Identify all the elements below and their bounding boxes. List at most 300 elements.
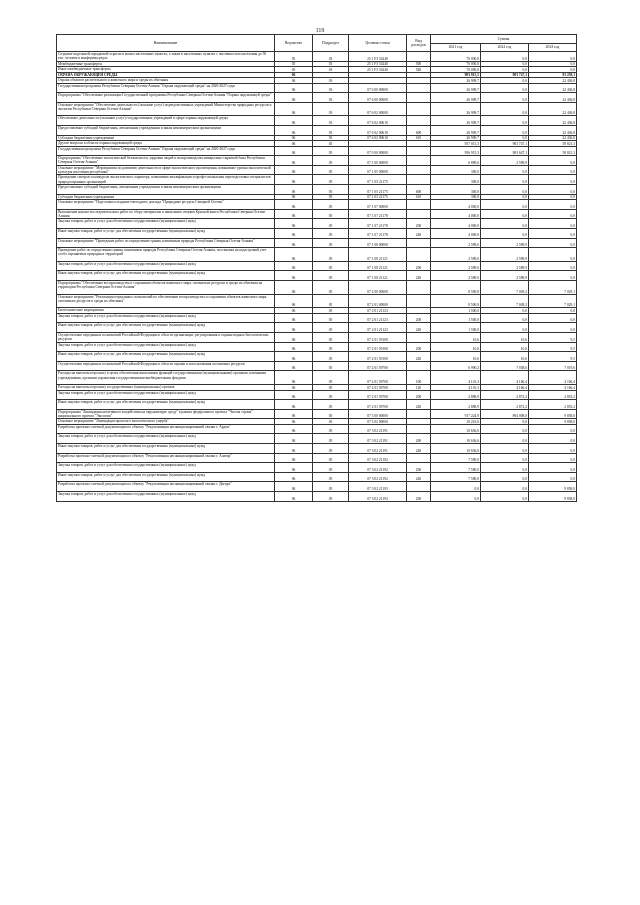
cell-v: 06 xyxy=(275,424,313,434)
cell-s3: 0,0 xyxy=(529,472,577,482)
cell-vr: 600 xyxy=(407,185,431,195)
cell-s2: 0,0 xyxy=(481,185,529,195)
cell-vr xyxy=(407,156,431,166)
cell-name: Закупка товаров, работ и услуг для обеспечения государственных (муниципальных) нужд xyxy=(57,390,275,400)
cell-s2: 903 747,1 xyxy=(481,141,529,147)
cell-s3: 9 858,0 xyxy=(529,419,577,425)
cell-s2: 0,0 xyxy=(481,200,529,210)
cell-r: 05 xyxy=(313,434,349,444)
cell-v: 06 xyxy=(275,83,313,93)
cell-s2: 0,0 xyxy=(481,219,529,229)
cell-r: 05 xyxy=(313,482,349,492)
cell-vr xyxy=(407,333,431,343)
cell-s2: 903 747,1 xyxy=(481,72,529,78)
cell-cs: 07 2 00 00000 xyxy=(349,280,407,294)
table-row xyxy=(57,342,577,352)
cell-v: 06 xyxy=(275,78,313,84)
cell-vr xyxy=(407,83,431,93)
cell-name: Разработка проектно-сметной документации по объекту "Рекультивация несанкционированной свалки г. Дигора" xyxy=(57,482,275,492)
cell-vr xyxy=(407,116,431,126)
cell-vr: 500 xyxy=(407,61,431,67)
budget-table xyxy=(56,34,577,502)
cell-vr: 200 xyxy=(407,342,431,352)
cell-s2: 0,0 xyxy=(481,492,529,502)
table-row xyxy=(57,52,577,62)
table-row xyxy=(57,165,577,175)
cell-cs: 07 1 08 21121 xyxy=(349,248,407,262)
cell-s2: 2 589,9 xyxy=(481,248,529,262)
cell-s3: 9,5 xyxy=(529,333,577,343)
cell-r: 05 xyxy=(313,308,349,314)
cell-s3: 0,0 xyxy=(529,52,577,62)
cell-s3: 0,0 xyxy=(529,261,577,271)
cell-s3: 0,0 xyxy=(529,61,577,67)
cell-s3: 0,0 xyxy=(529,228,577,238)
cell-s3: 0,0 xyxy=(529,323,577,333)
cell-name: Государственная программа Республики Северная Осетия-Алания "Охрана окружающей среды" на 2020-2027 годы xyxy=(57,83,275,93)
cell-s3: 58 821,3 xyxy=(529,146,577,156)
cell-s3: 22 436,8 xyxy=(529,102,577,116)
cell-name: Подпрограмма "Обеспечение реализации Государственной программы Республики Северная Осетия-Алания "Охрана окружающей среды" xyxy=(57,93,275,103)
cell-name: Закупка товаров, работ и услуг для обеспечения государственных (муниципальных) нужд xyxy=(57,219,275,229)
cell-v: 06 xyxy=(275,165,313,175)
cell-s3: 0,0 xyxy=(529,271,577,281)
cell-s1: 7 580,0 xyxy=(431,453,481,463)
cell-s2: 903 647,1 xyxy=(481,146,529,156)
cell-r: 05 xyxy=(313,200,349,210)
table-row xyxy=(57,371,577,385)
cell-name: Основное мероприятие "Реализация переданных полномочий по обеспечению воспроизводства и сохранения объектов животного мира, охотничьих ресурсов и среды их обитания" xyxy=(57,294,275,308)
cell-cs: 07 1 08 21121 xyxy=(349,261,407,271)
cell-s3: 0,0 xyxy=(529,67,577,73)
cell-v: 06 xyxy=(275,308,313,314)
cell-s2: 0,0 xyxy=(481,453,529,463)
cell-vr xyxy=(407,409,431,419)
cell-s3: 22 436,8 xyxy=(529,116,577,126)
cell-s3: 0,0 xyxy=(529,219,577,229)
cell-vr xyxy=(407,294,431,308)
cell-s2: 2 872,2 xyxy=(481,390,529,400)
cell-name: Предоставление субсидий бюджетным, автономным учреждениям и иным некоммерческим организациям xyxy=(57,126,275,136)
cell-s1: 7 580,0 xyxy=(431,463,481,473)
cell-name: Иные межбюджетные трансферты xyxy=(57,67,275,73)
cell-s1: 917 224,9 xyxy=(431,409,481,419)
header-vedomstvo: Ведомство xyxy=(275,35,313,52)
cell-name: ОХРАНА ОКРУЖАЮЩЕЙ СРЕДЫ xyxy=(57,72,275,78)
cell-r: 05 xyxy=(313,385,349,391)
cell-v: 06 xyxy=(275,409,313,419)
cell-s2: 0,0 xyxy=(481,102,529,116)
header-sums: Суммы xyxy=(431,35,577,44)
table-row xyxy=(57,444,577,454)
cell-cs: 07 2 01 59100 xyxy=(349,352,407,362)
cell-s2: 4 166,4 xyxy=(481,371,529,385)
cell-r: 05 xyxy=(313,271,349,281)
cell-s1: 2 589,6 xyxy=(431,248,481,262)
cell-s2: 0,0 xyxy=(481,67,529,73)
cell-s3: 0,0 xyxy=(529,313,577,323)
table-row xyxy=(57,146,577,156)
cell-name: Основное мероприятие "Подготовка и издание ежегодного доклада "Природные ресурсы Северной Осетии" xyxy=(57,200,275,210)
cell-s1: 70 000,0 xyxy=(431,61,481,67)
cell-v: 06 xyxy=(275,194,313,200)
cell-r: 05 xyxy=(313,390,349,400)
cell-v: 06 xyxy=(275,156,313,166)
cell-vr xyxy=(407,175,431,185)
cell-s1: 300,0 xyxy=(431,185,481,195)
header-cs: Целевая статья xyxy=(349,35,407,52)
cell-vr: 240 xyxy=(407,472,431,482)
cell-s2: 0,0 xyxy=(481,228,529,238)
table-row xyxy=(57,453,577,463)
cell-r: 05 xyxy=(313,472,349,482)
cell-r: 05 xyxy=(313,219,349,229)
cell-r: 05 xyxy=(313,294,349,308)
cell-name: Иные закупки товаров, работ и услуг для обеспечения государственных (муниципальных) нужд xyxy=(57,400,275,410)
cell-s1: 7 580,0 xyxy=(431,472,481,482)
cell-cs: 07 1 07 21178 xyxy=(349,219,407,229)
cell-s1: 26 909,7 xyxy=(431,78,481,84)
table-row xyxy=(57,424,577,434)
cell-s3: 0,0 xyxy=(529,308,577,314)
table-row xyxy=(57,280,577,294)
cell-cs: 07 2 01 59700 xyxy=(349,400,407,410)
cell-r: 05 xyxy=(313,141,349,147)
cell-s3: 0,0 xyxy=(529,194,577,200)
cell-name: Закупка товаров, работ и услуг для обеспечения государственных (муниципальных) нужд xyxy=(57,434,275,444)
cell-vr xyxy=(407,52,431,62)
cell-s1: 8 500,8 xyxy=(431,294,481,308)
cell-v: 06 xyxy=(275,333,313,343)
cell-cs: 07 2 01 21123 xyxy=(349,308,407,314)
cell-r: 05 xyxy=(313,444,349,454)
cell-s3: 9,5 xyxy=(529,352,577,362)
cell-s2: 0,0 xyxy=(481,61,529,67)
cell-cs: 25 1 F3 54240 xyxy=(349,67,407,73)
cell-r: 05 xyxy=(313,261,349,271)
table-row xyxy=(57,409,577,419)
cell-s3: 58 821,3 xyxy=(529,141,577,147)
cell-name: Межбюджетные трансферты xyxy=(57,61,275,67)
cell-s3: 0,0 xyxy=(529,248,577,262)
cell-v: 06 xyxy=(275,200,313,210)
cell-s1: 8 500,8 xyxy=(431,280,481,294)
cell-s3: 0,0 xyxy=(529,238,577,248)
page-number: 119 xyxy=(315,28,325,34)
cell-vr: 200 xyxy=(407,261,431,271)
cell-v: 06 xyxy=(275,492,313,502)
cell-s2: 0,0 xyxy=(481,126,529,136)
cell-cs: 07 1 05 21175 xyxy=(349,185,407,195)
cell-name: Выполнение научно-исследовательских работ по сбору материалов и написанию очерков Красной книги Республики Северная Осетия-Алания xyxy=(57,209,275,219)
cell-v: 06 xyxy=(275,102,313,116)
cell-r: 03 xyxy=(313,126,349,136)
cell-s1: 10 636,6 xyxy=(431,434,481,444)
cell-s2: 0,0 xyxy=(481,323,529,333)
cell-name: Иные закупки товаров, работ и услуг для обеспечения государственных (муниципальных) нужд xyxy=(57,271,275,281)
cell-s1: 4 101,3 xyxy=(431,371,481,385)
cell-v: 06 xyxy=(275,238,313,248)
cell-r: 03 xyxy=(313,83,349,93)
table-row xyxy=(57,261,577,271)
cell-cs: 07 3 02 00000 xyxy=(349,419,407,425)
cell-r: 03 xyxy=(313,135,349,141)
cell-r: 03 xyxy=(313,116,349,126)
cell-v: 06 xyxy=(275,323,313,333)
cell-s2: 0,0 xyxy=(481,482,529,492)
cell-cs: 07 2 01 59100 xyxy=(349,333,407,343)
cell-s3: 22 436,8 xyxy=(529,135,577,141)
table-row xyxy=(57,361,577,371)
cell-s2: 10,6 xyxy=(481,352,529,362)
cell-s3: 0,0 xyxy=(529,165,577,175)
cell-name: Разработка проектно-сметной документации по объекту "Рекультивация несанкционированной свалки г. Ардон" xyxy=(57,424,275,434)
cell-r: 03 xyxy=(313,67,349,73)
cell-s2: 2 589,9 xyxy=(481,271,529,281)
cell-s3: 9 858,0 xyxy=(529,492,577,502)
cell-s1: 10,6 xyxy=(431,333,481,343)
cell-s2: 0,0 xyxy=(481,313,529,323)
cell-name: Субсидии бюджетным учреждениям xyxy=(57,194,275,200)
cell-r: 05 xyxy=(313,156,349,166)
table-row xyxy=(57,185,577,195)
cell-r: 05 xyxy=(313,352,349,362)
cell-s1: 2 888,9 xyxy=(431,390,481,400)
cell-cs: 07 6 02 00000 xyxy=(349,102,407,116)
cell-vr xyxy=(407,102,431,116)
cell-v: 05 xyxy=(275,67,313,73)
table-row xyxy=(57,294,577,308)
cell-s3: 0,0 xyxy=(529,434,577,444)
cell-s1: 26 909,7 xyxy=(431,135,481,141)
cell-s1: 2 888,9 xyxy=(431,400,481,410)
cell-vr: 240 xyxy=(407,444,431,454)
cell-r: 05 xyxy=(313,280,349,294)
cell-name: Подпрограмма "Обеспечение воспроизводства и сохранения объектов животного мира, охотничьих ресурсов и среды их обитания на территории Республики Северная Осетия-Алания" xyxy=(57,280,275,294)
cell-v: 06 xyxy=(275,313,313,323)
cell-cs: 07 2 01 21123 xyxy=(349,313,407,323)
cell-r: 03 xyxy=(313,61,349,67)
cell-s1: 300,0 xyxy=(431,175,481,185)
cell-cs: 07 3 02 21192 xyxy=(349,463,407,473)
table-row xyxy=(57,248,577,262)
cell-v: 06 xyxy=(275,434,313,444)
cell-s3: 4 166,4 xyxy=(529,385,577,391)
cell-name: Закупка товаров, работ и услуг для обеспечения государственных (муниципальных) нужд xyxy=(57,261,275,271)
cell-cs: 07 6 02 00610 xyxy=(349,116,407,126)
cell-vr xyxy=(407,361,431,371)
cell-r: 05 xyxy=(313,371,349,385)
cell-s1: 18 216,6 xyxy=(431,419,481,425)
cell-v: 06 xyxy=(275,146,313,156)
cell-vr: 600 xyxy=(407,126,431,136)
table-row xyxy=(57,228,577,238)
cell-cs: 07 1 05 21175 xyxy=(349,194,407,200)
cell-v: 06 xyxy=(275,463,313,473)
cell-s2: 10,6 xyxy=(481,333,529,343)
table-row xyxy=(57,156,577,166)
cell-vr xyxy=(407,200,431,210)
cell-name: Расходы на выплаты персоналу в целях обеспечения выполнения функций государственными (муниципальными) органами, казенными учреждениями, органами управления государственными внебюджетными фондами xyxy=(57,371,275,385)
cell-vr xyxy=(407,280,431,294)
cell-v: 06 xyxy=(275,453,313,463)
cell-s1: 6 889,6 xyxy=(431,156,481,166)
table-row xyxy=(57,492,577,502)
cell-s2: 2 589,9 xyxy=(481,261,529,271)
cell-name: Обеспечение деятельности (оказание услуг) государственных учреждений в сфере охраны окружающей среды xyxy=(57,116,275,126)
cell-v: 06 xyxy=(275,444,313,454)
cell-s2: 7 049,2 xyxy=(481,280,529,294)
header-year-2023: 2023 год xyxy=(529,44,577,52)
cell-v: 06 xyxy=(275,294,313,308)
cell-r: 05 xyxy=(313,209,349,219)
cell-vr: 240 xyxy=(407,323,431,333)
cell-v: 06 xyxy=(275,175,313,185)
cell-v: 05 xyxy=(275,61,313,67)
cell-name: Расходы на выплаты персоналу государственных (муниципальных) органов xyxy=(57,385,275,391)
cell-vr: 610 xyxy=(407,135,431,141)
cell-v: 06 xyxy=(275,472,313,482)
cell-name: Закупка товаров, работ и услуг для обеспечения государственных (муниципальных) нужд xyxy=(57,342,275,352)
cell-s1: 957 015,5 xyxy=(431,141,481,147)
cell-s1: 10,6 xyxy=(431,342,481,352)
cell-vr xyxy=(407,482,431,492)
cell-s3: 9 858,0 xyxy=(529,409,577,419)
table-row xyxy=(57,434,577,444)
cell-name: Биотехнические мероприятия xyxy=(57,308,275,314)
cell-s2: 0,0 xyxy=(481,209,529,219)
cell-cs: 07 6 02 00610 xyxy=(349,126,407,136)
cell-s3: 9,5 xyxy=(529,342,577,352)
cell-s1: 2 589,6 xyxy=(431,271,481,281)
table-row xyxy=(57,390,577,400)
cell-s3: 0,0 xyxy=(529,175,577,185)
cell-vr: 540 xyxy=(407,67,431,73)
cell-name: Закупка товаров, работ и услуг для обеспечения государственных (муниципальных) нужд xyxy=(57,313,275,323)
table-row xyxy=(57,200,577,210)
cell-cs: 25 1 F3 54240 xyxy=(349,61,407,67)
cell-r: 05 xyxy=(313,333,349,343)
table-row xyxy=(57,333,577,343)
cell-cs: 07 2 01 59700 xyxy=(349,371,407,385)
table-row xyxy=(57,400,577,410)
header-vr: Вид расходов xyxy=(407,35,431,52)
table-row xyxy=(57,463,577,473)
cell-s2: 2 589,9 xyxy=(481,156,529,166)
cell-s1: 26 909,7 xyxy=(431,93,481,103)
cell-s2: 4 166,4 xyxy=(481,385,529,391)
header-year-2022: 2022 год xyxy=(481,44,529,52)
cell-r: 03 xyxy=(313,102,349,116)
table-row xyxy=(57,482,577,492)
cell-s2: 0,0 xyxy=(481,93,529,103)
cell-vr: 200 xyxy=(407,219,431,229)
cell-r: 05 xyxy=(313,248,349,262)
cell-r: 03 xyxy=(313,78,349,84)
cell-r: 05 xyxy=(313,185,349,195)
cell-s2: 0,0 xyxy=(481,472,529,482)
cell-s1: 0,0 xyxy=(431,482,481,492)
cell-s2: 0,0 xyxy=(481,194,529,200)
cell-r: 05 xyxy=(313,409,349,419)
cell-s2: 0,0 xyxy=(481,308,529,314)
cell-s3: 7 029,1 xyxy=(529,280,577,294)
cell-s3: 7 019,6 xyxy=(529,361,577,371)
cell-name: Основное мероприятие "Мероприятия по развитию деятельности в сфере экологического просвещения, повышение уровня экологической культуры населения республики" xyxy=(57,165,275,175)
cell-s2: 0,0 xyxy=(481,165,529,175)
cell-s3: 22 436,8 xyxy=(529,78,577,84)
cell-vr xyxy=(407,424,431,434)
cell-cs: 07 2 01 00000 xyxy=(349,294,407,308)
table-row xyxy=(57,93,577,103)
cell-s2: 0,0 xyxy=(481,116,529,126)
cell-v: 06 xyxy=(275,261,313,271)
cell-name: Основное мероприятие "Проведение работ по определению границ памятников природы Республики Северная Осетия-Алания" xyxy=(57,238,275,248)
cell-name: Создание модельной порядковой отрасли в малых населенных пунктах, а также в населенных пунктах с численностью населения до 50 тыс. человек в конференцсредах xyxy=(57,52,275,62)
cell-s2: 0,0 xyxy=(481,434,529,444)
cell-cs: 07 2 01 21123 xyxy=(349,323,407,333)
cell-cs: 07 1 05 21175 xyxy=(349,175,407,185)
cell-s1: 26 909,7 xyxy=(431,116,481,126)
cell-s3: 0,0 xyxy=(529,424,577,434)
cell-vr: 240 xyxy=(407,400,431,410)
cell-s2: 0,0 xyxy=(481,78,529,84)
cell-cs: 07 3 02 21193 xyxy=(349,482,407,492)
cell-vr xyxy=(407,209,431,219)
cell-r: 05 xyxy=(313,228,349,238)
cell-s3: 0,0 xyxy=(529,156,577,166)
cell-s3: 22 436,8 xyxy=(529,83,577,93)
cell-vr: 200 xyxy=(407,463,431,473)
cell-v: 06 xyxy=(275,135,313,141)
cell-name: Осуществление переданных полномочий Российской Федерации в области охраны и использования охотничьих ресурсов xyxy=(57,361,275,371)
cell-s1: 1 500,0 xyxy=(431,323,481,333)
cell-v: 06 xyxy=(275,352,313,362)
cell-cs: 07 1 05 00000 xyxy=(349,165,407,175)
cell-cs: 07 0 00 00000 xyxy=(349,146,407,156)
cell-name: Подпрограмма "Ликвидация негативного воздействия на окружающую среду" в рамках федерального проекта "Чистая страна" национального проекта "Экология" xyxy=(57,409,275,419)
cell-vr xyxy=(407,93,431,103)
cell-s2: 894 008,0 xyxy=(481,409,529,419)
cell-v: 05 xyxy=(275,52,313,62)
table-row xyxy=(57,209,577,219)
cell-cs: 07 3 02 21192 xyxy=(349,472,407,482)
cell-cs: 07 3 02 21193 xyxy=(349,492,407,502)
cell-r: 05 xyxy=(313,342,349,352)
cell-name: Охрана объектов растительного и животного мира и среды их обитания xyxy=(57,78,275,84)
cell-s1: 4 000,0 xyxy=(431,228,481,238)
cell-cs: 07 3 02 21192 xyxy=(349,453,407,463)
table-row xyxy=(57,472,577,482)
cell-cs: 07 2 01 59100 xyxy=(349,342,407,352)
cell-name: Закупка товаров, работ и услуг для обеспечения государственных (муниципальных) нужд xyxy=(57,492,275,502)
cell-s2: 0,0 xyxy=(481,175,529,185)
cell-s1: 1 500,0 xyxy=(431,308,481,314)
cell-cs: 07 0 00 00000 xyxy=(349,83,407,93)
cell-s1: 10 636,6 xyxy=(431,444,481,454)
cell-name: Проведение смотров и конкурсов экологического характера, повышение квалификации и профессиональная переподготовка специалистов природоохранных организаций xyxy=(57,175,275,185)
cell-cs: 07 6 02 00610 xyxy=(349,135,407,141)
cell-r: 05 xyxy=(313,146,349,156)
cell-cs: 07 1 07 00000 xyxy=(349,200,407,210)
cell-v: 06 xyxy=(275,185,313,195)
cell-s2: 0,0 xyxy=(481,463,529,473)
cell-cs: 07 3 02 21191 xyxy=(349,424,407,434)
cell-v: 06 xyxy=(275,371,313,385)
cell-r: 05 xyxy=(313,313,349,323)
cell-vr: 200 xyxy=(407,390,431,400)
cell-v: 06 xyxy=(275,209,313,219)
